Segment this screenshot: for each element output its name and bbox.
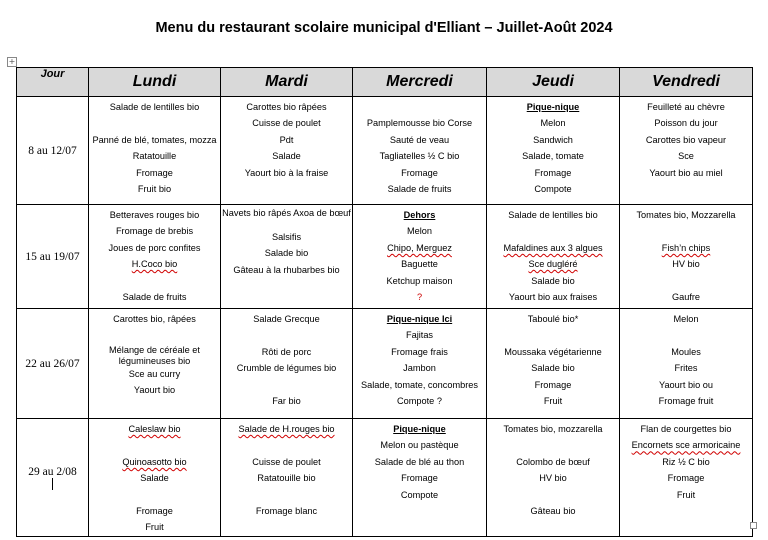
menu-item: Fromage [534, 379, 572, 390]
table-move-handle-icon[interactable]: + [8, 57, 16, 66]
menu-cell [620, 97, 753, 205]
menu-item: Fromage de brebis [115, 226, 194, 237]
week-row [17, 205, 753, 309]
menu-cell [221, 97, 353, 205]
menu-item: Salade de lentilles bio [109, 102, 200, 112]
menu-item: Baguette [401, 259, 438, 270]
menu-cell [89, 205, 221, 309]
week-row [17, 419, 753, 537]
menu-item: Encornets sce armoricaine [631, 440, 741, 451]
menu-item: Chipo, Merguez [387, 242, 452, 253]
menu-item: Riz ½ C bio [662, 456, 710, 467]
menu-item: Yaourt bio ou [659, 379, 713, 390]
menu-item: Fromage blanc [255, 505, 318, 516]
header-row [17, 68, 753, 97]
menu-item: Cuisse de poulet [252, 456, 321, 467]
menu-item [487, 223, 619, 239]
menu-item: Melon ou pastèque [380, 440, 459, 451]
menu-item: Carottes bio, râpées [113, 314, 196, 324]
header-mardi: Mardi [221, 68, 353, 97]
header-mercredi: Mercredi [353, 68, 487, 97]
menu-item: Sandwich [533, 134, 573, 145]
menu-cell [353, 309, 487, 419]
menu-item [487, 437, 619, 453]
menu-item: Salade bio [531, 363, 575, 374]
menu-item: Cuisse de poulet [252, 118, 321, 129]
menu-item: Salsifis [271, 232, 302, 242]
menu-cell [89, 419, 221, 537]
menu-item: Moussaka végétarienne [504, 346, 602, 357]
menu-cell [620, 205, 753, 309]
menu-item: Salade Grecque [253, 314, 320, 324]
menu-item [89, 437, 220, 453]
menu-item: Fruit [543, 395, 563, 406]
menu-item: Yaourt bio aux fraises [508, 291, 598, 302]
menu-cell [89, 97, 221, 205]
menu-item: Salade de blé au thon [374, 456, 465, 467]
menu-item [221, 437, 352, 453]
menu-item: Gâteau bio [530, 505, 576, 516]
menu-item-question: ? [416, 291, 423, 302]
menu-cell [221, 205, 353, 309]
week-row [17, 309, 753, 419]
menu-item: Pamplemousse bio Corse [366, 118, 473, 129]
menu-item: Sce au curry [128, 368, 181, 379]
menu-item: Ratatouille bio [257, 473, 316, 484]
menu-item-heading: Pique-nique [393, 424, 446, 434]
menu-item: Far bio [272, 395, 301, 406]
menu-item: Fruit [676, 489, 696, 500]
menu-item [620, 273, 752, 289]
text-cursor [52, 478, 53, 490]
menu-item [353, 99, 486, 115]
menu-item: Fromage fruit [658, 395, 714, 406]
menu-item: Poisson du jour [654, 118, 718, 129]
menu-item: Yaourt bio à la fraise [244, 167, 329, 178]
menu-item: Mélange de céréale et légumineuses bio [109, 344, 200, 366]
menu-item: Joues de porc confites [108, 242, 201, 253]
menu-item [89, 273, 220, 289]
menu-item: Feuilleté au chèvre [647, 102, 725, 112]
menu-item: Salade bio [531, 275, 575, 286]
menu-item: Fruit bio [137, 183, 172, 194]
menu-item [221, 487, 352, 503]
menu-item: Salade de fruits [387, 183, 452, 194]
menu-item: Compote ? [397, 395, 442, 406]
table-resize-handle[interactable] [750, 522, 757, 529]
menu-item: Melon [540, 118, 566, 129]
menu-item: Mafaldines aux 3 algues [503, 242, 603, 253]
menu-item: Fromage [401, 167, 438, 178]
menu-cell [487, 97, 620, 205]
menu-item [89, 115, 220, 131]
menu-table [16, 67, 753, 537]
menu-item: Betteraves rouges bio [109, 210, 200, 220]
menu-item: Frites [674, 363, 698, 374]
menu-item [89, 327, 220, 343]
menu-item: HV bio [539, 473, 567, 484]
menu-item: H.Coco bio [131, 259, 178, 270]
menu-item: Flan de courgettes bio [640, 424, 732, 434]
header-lundi: Lundi [89, 68, 221, 97]
week-label: 8 au 12/07 [17, 97, 89, 205]
menu-item: Yaourt bio au miel [649, 167, 723, 178]
menu-item: Fromage [136, 167, 173, 178]
page-title: Menu du restaurant scolaire municipal d'Elliant – Juillet-Août 2024 [155, 20, 613, 36]
menu-item: Tomates bio, Mozzarella [636, 210, 736, 220]
menu-item: Crumble de légumes bio [236, 363, 337, 374]
menu-item: Sauté de veau [389, 134, 450, 145]
menu-item: Tomates bio, mozzarella [503, 424, 603, 434]
menu-cell [353, 97, 487, 205]
menu-item: Fromage frais [391, 346, 448, 357]
menu-cell [221, 419, 353, 537]
menu-item: Fajitas [405, 330, 434, 341]
menu-item: Salade de lentilles bio [508, 210, 598, 220]
menu-item: Sce [678, 151, 694, 162]
menu-item-heading: Pique-nique Ici [386, 314, 453, 324]
menu-item [487, 327, 619, 343]
week-label: 22 au 26/07 [17, 309, 89, 419]
menu-item [221, 327, 352, 343]
menu-item: Salade [140, 473, 169, 484]
menu-item: Caleslaw bio [128, 424, 181, 434]
menu-item [221, 377, 352, 393]
week-label: 15 au 19/07 [17, 205, 89, 309]
menu-item: Fruit [145, 522, 164, 533]
menu-cell [487, 309, 620, 419]
menu-item [487, 487, 619, 503]
menu-item: Fromage [401, 473, 438, 484]
menu-item: Salade, tomate, concombres [361, 379, 478, 390]
header-jour: Jour [17, 68, 89, 97]
menu-item: Jambon [403, 363, 436, 374]
menu-item: Yaourt bio [133, 385, 176, 396]
header-vendredi: Vendredi [620, 68, 753, 97]
menu-item: Tagliatelles ½ C bio [379, 151, 460, 162]
menu-item: Quinoasotto bio [122, 456, 187, 467]
menu-cell [620, 309, 753, 419]
menu-item: Carottes bio râpées [246, 102, 327, 112]
menu-item: Panné de blé, tomates, mozza [92, 134, 217, 145]
menu-item: Fish’n chips [661, 242, 711, 253]
menu-item: Rôti de porc [261, 346, 312, 357]
menu-item [620, 327, 752, 343]
menu-item: Fromage [534, 167, 572, 178]
menu-cell [487, 419, 620, 537]
menu-cell [89, 309, 221, 419]
menu-item: Colombo de bœuf [516, 456, 590, 467]
menu-item: Compote [400, 489, 439, 500]
menu-item: Gaufre [671, 291, 701, 302]
menu-item: Compote [534, 183, 572, 194]
menu-cell [487, 205, 620, 309]
menu-item [89, 487, 220, 503]
menu-cell [221, 309, 353, 419]
menu-item-heading: Dehors [403, 210, 436, 220]
header-jeudi: Jeudi [487, 68, 620, 97]
menu-item: Melon [673, 314, 699, 324]
menu-item-heading: Pique-nique [526, 102, 580, 112]
menu-item: Fromage [136, 505, 173, 516]
menu-cell [353, 419, 487, 537]
menu-item: Ratatouille [132, 151, 177, 162]
menu-item: Melon [406, 226, 433, 237]
menu-item: HV bio [672, 259, 700, 270]
menu-item: Pdt [279, 134, 294, 145]
menu-item: Salade, tomate [522, 151, 584, 162]
menu-item: Carottes bio vapeur [645, 134, 727, 145]
menu-item: Taboulé bio* [527, 314, 579, 324]
menu-item: Navets bio râpés Axoa de bœuf [222, 208, 351, 218]
menu-item: Salade bio [264, 248, 309, 259]
menu-item: Salade de fruits [122, 291, 187, 302]
menu-cell [353, 205, 487, 309]
menu-item: Moules [671, 346, 701, 357]
menu-item: Ketchup maison [386, 275, 453, 286]
menu-cell [620, 419, 753, 537]
menu-item [620, 223, 752, 239]
menu-item: Gâteau à la rhubarbes bio [233, 264, 340, 275]
menu-item: Salade [272, 151, 301, 162]
menu-item: Sce dugléré [528, 259, 578, 270]
week-row [17, 97, 753, 205]
week-label: 29 au 2/08 [17, 419, 89, 537]
menu-item: Salade de H.rouges bio [238, 424, 335, 434]
menu-item: Fromage [667, 473, 705, 484]
